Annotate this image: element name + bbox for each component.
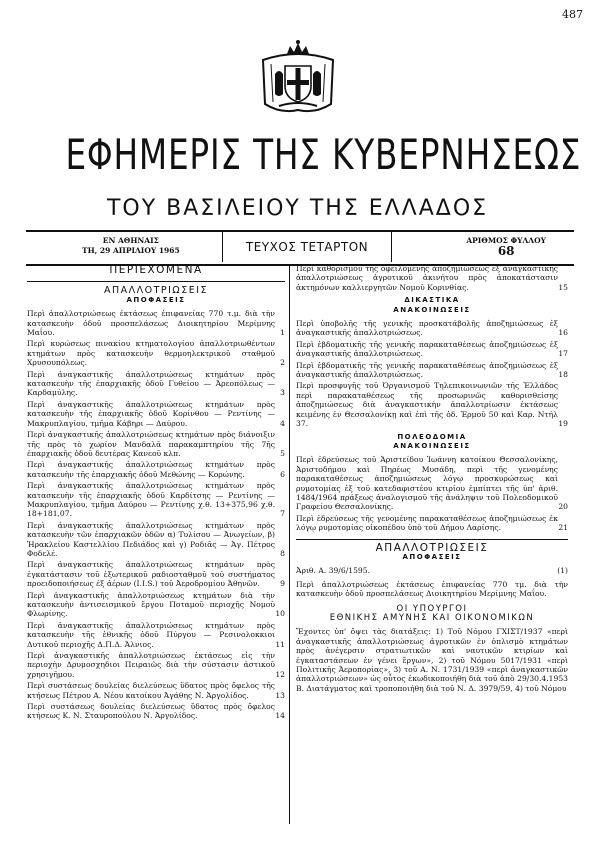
masthead-place: ΕΝ ΑΘΗΝΑΙΣ: [102, 236, 159, 245]
entry-text: Περὶ ἀναγκαστικῆς ἀπαλλοτριώσεως κτημάτων πρὸς κατασκευὴν τῆς ἐπαρχιακῆς ὁδοῦ Γυθείου — Ἀρεοπόλεως — Καρδαμύλης.: [27, 369, 275, 398]
list-item: [27, 430, 285, 458]
entry-page: 12: [275, 669, 285, 679]
entry-page: 16: [558, 328, 568, 338]
entry-page: 6: [280, 469, 285, 479]
list-item: [27, 400, 285, 428]
list-item: [27, 651, 285, 679]
list-item: [27, 339, 285, 367]
masthead-issue: ΤΕΥΧΟΣ ΤΕΤΑΡΤΟΝ: [222, 232, 392, 262]
subsection-heading: ΑΝΑΚΟΙΝΩΣΕΙΣ: [393, 305, 471, 314]
entry-text: Περὶ ἀναγκαστικῆς ἀπαλλοτριώσεως ἐκτάσεως εἰς τὴν περιοχὴν Δρυμοσχηδιοι Πειραιῶς διὰ τὴν σύστασιν ἀστικοῦ χρησιγῆμου.: [27, 651, 275, 679]
entry-page: 9: [280, 579, 285, 589]
contents-sections: [296, 296, 568, 532]
contents-heading: ΠΕΡΙΕΧΟΜΕΝΑ: [109, 264, 203, 276]
contents-list: [27, 309, 285, 721]
entry-page: 5: [280, 448, 285, 458]
entry-page: 15: [558, 282, 568, 292]
entry-text: Περὶ ἀναγκαστικῆς ἀπαλλοτριώσεως κτημάτων πρὸς διάνοιξιν τῆς πρὸς τὸ χωρίον Μανδαλᾶ παρακαμπτηρίου τῆς 7ῆς ἐπαρχιακῆς ὁδοῦ δευτέρας Κανεοῦ κλπ.: [27, 430, 275, 458]
list-item: [27, 309, 285, 337]
list-item: [27, 560, 285, 588]
ministry-line: ΕΘΝΙΚΗΣ ΑΜΥΝΗΣ ΚΑΙ ΟΙΚΟΝΟΜΙΚΩΝ: [329, 613, 535, 623]
contents-column: [27, 264, 285, 723]
section-heading: ΑΠΑΛΛΟΤΡΙΩΣΕΙΣ: [103, 285, 209, 297]
list-item: [296, 514, 568, 533]
entry-text: Περὶ ἀπαλλοτριώσεως ἐκτάσεως ἐπιφανείας 770 τ.μ. διὰ τὴν κατασκευὴν ὁδοῦ προσπελάσεως Διοικητηρίου Μερίμνης Μαΐου.: [27, 309, 275, 338]
list-item: [27, 681, 285, 700]
list-item: [27, 460, 285, 479]
entry-page: 3: [280, 388, 285, 398]
entry-page: 17: [558, 349, 568, 359]
entry-page: 4: [280, 418, 285, 428]
list-item: [27, 521, 285, 559]
entry-text: Περὶ ἑβδοματικῆς τῆς γενικῆς παρακαταθέσεως ἀποζημιώσεως ἐξ ἀναγκαστικῆς ἀπαλλοτριώσεως.: [296, 360, 558, 380]
section-heading: ΔΙΚΑΣΤΙΚΑ: [404, 296, 460, 305]
contents-column-right: [296, 264, 568, 696]
royal-coat-of-arms-emblem: [257, 40, 339, 116]
list-item: [296, 455, 568, 511]
entry-text: Περὶ συστάσεως δουλείας διελεύσεως ὕδατος πρὸς ὄφελος κτήσεως Κ. Ν. Σταυροπούλου Ν. Ἀργολίδος.: [27, 702, 275, 721]
entry-page: 14: [275, 711, 285, 721]
list-item: [296, 340, 568, 359]
list-item: [296, 361, 568, 380]
list-item: [296, 319, 568, 338]
entry-text: Περὶ ἀναγκαστικῆς ἀπαλλοτριώσεως κτημάτων πρὸς κατασκευὴν τῆς ἐπαρχιακῆς ὁδοῦ Καρδίτσης — Ρεντίνης — Μακρυπλαγίου, τμῆμα Δαύρου — Ρεντίνης χ.θ. 13+375,96 χ.θ. 18+181,07.: [27, 481, 275, 519]
entry-page: 11: [275, 639, 285, 649]
entry-text: Περὶ κυρώσεως πινακίου κτηματολογίου ἀπαλλοτριωθέντων κτημάτων πρὸς κατασκευὴν θερμοηλεκτρικοῦ σταθμοῦ Χρυσουπόλεως.: [27, 339, 275, 368]
entry-page: 18: [558, 370, 568, 380]
masthead-place-date: [82, 236, 180, 256]
entry-text: Περὶ ἐδρεύσεως τῆς γενομένης παρακαταθέσεως ἀποζημιώσεως ἐκ λόγῳ ρυμοτομίας οἰκοπέδου ὑπὸ τοῦ Δήμου Λαρίσης.: [296, 513, 558, 533]
masthead-bar: [26, 230, 574, 266]
decision-body: Ἔχοντες ὑπ' ὄψει τὰς διατάξεις: 1) Τοῦ Νόμου ΓΧΙΣΤ/1937 «περὶ ἀναγκαστικῆς ἀπαλλοτριώσεως ἀγροτικῶν ἐν ὁπλισμὸ κτημάτων πρὸς ἀνέγερσιν στρατιωτικῶν καὶ ναυτικῶν κτιρίων καὶ ἐγκαταστάσεων ἐν γένει ἔργων», 2) τοῦ Νόμου 5017/1931 «περὶ Πολιτικῆς Ἀεροπορίας», 3) τοῦ Α. Ν. 1731/1939 «περὶ ἀναγκαστικῶν ἀπαλλοτριώσεων» ὡς οὗτος ἐκωδικοποιήθη διὰ τοῦ ἀπὸ 29/30.4.1953 Β. Διατάγματος καὶ τροποποιήθη διὰ τοῦ Ν. Δ. 3979/59, 4) τοῦ Νόμου: [296, 627, 568, 693]
entry-page: 13: [275, 690, 285, 700]
subsection-heading: ΑΠΟΦΑΣΕΙΣ: [402, 552, 462, 561]
entry-text: Περὶ προσφυγῆς τοῦ Ὀργανισμοῦ Τηλεπικοινωνιῶν τῆς Ἑλλάδος περὶ παρακαταθέσεως τῆς προσωρινῶς καθορισθείσης ἀποζημιώσεως διὰ ἀναγκαστικὴν ἀπαλλοτρίωσιν ἐκτάσεως κειμένης ἐν Θεσσαλονίκῃ καὶ ἐπὶ τῆς ὁδ. Ἐρμοῦ 50 καὶ Καρ. Ντήλ 37.: [296, 381, 558, 429]
entry-text: Περὶ καθορισμοῦ τῆς ὀφειλομένης ἀποζημιώσεως ἐξ ἀναγκαστικῆς ἀπαλλοτριώσεως ἀγροτικοῦ ἀκινήτου πρὸς ἀποκατάστασιν ἀκτημόνων καλλιεργητῶν Νομοῦ Κορινθίας.: [296, 264, 558, 292]
masthead-sheet-label: ΑΡΙΘΜΟΣ ΦΥΛΛΟΥ: [466, 236, 546, 245]
gazette-title: ΕΦΗΜΕΡΙΣ ΤΗΣ ΚΥΒΕΡΝΗΣΕΩΣ: [65, 130, 582, 179]
subsection-heading: ΑΠΟΦΑΣΕΙΣ: [126, 295, 186, 304]
list-item: [296, 264, 568, 292]
entry-text: Περὶ ἀναγκαστικῆς ἀπαλλοτριώσεως κτημάτων πρὸς κατασκευὴν τῆς ἐθνικῆς ὁδοῦ Πύργου — Ρεσινολοκκιοι Δυτικοῦ περιοχῆς Δ.Π.Δ. Ἀλνιος.: [27, 620, 275, 649]
minister-line: ΟΙ ΥΠΟΥΡΓΟΙ: [396, 603, 468, 614]
list-item: [27, 370, 285, 398]
column-divider: [289, 264, 290, 824]
masthead-date: ΤΗ, 29 ΑΠΡΙΛΙΟΥ 1965: [82, 246, 180, 255]
masthead-sheet: [466, 236, 546, 256]
entry-text: Περὶ ἀναγκαστικῆς ἀπαλλοτριώσεως κτημάτων πρὸς κατασκευὴν τῆς ἐπαρχιακῆς ὁδοῦ Μεθώνης — Κορώνης.: [27, 460, 275, 479]
list-item: [27, 591, 285, 619]
list-item: [27, 621, 285, 649]
gazette-subtitle: ΤΟΥ ΒΑΣΙΛΕΙΟΥ ΤΗΣ ΕΛΛΑΔΟΣ: [106, 196, 489, 221]
entry-page: 8: [280, 548, 285, 558]
decision-reference: [296, 566, 568, 575]
section-heading: ΠΟΛΕΟΔΟΜΙΑ: [397, 432, 467, 441]
entry-text: Περὶ ἀναγκαστικῆς ἀπαλλοτριώσεως κτημάτων διὰ τὴν κατασκευὴν ἀντισεισμικοῦ ἔργου Ποταμοῦ περιοχῆς Νομοῦ Φλωρίνης.: [27, 590, 275, 619]
entry-page: 19: [558, 419, 568, 429]
list-item: [27, 481, 285, 519]
divider: [296, 539, 568, 540]
entry-page: 1: [280, 328, 285, 338]
entry-page: 21: [558, 523, 568, 533]
entry-text: Περὶ ἐδρεύσεως τοῦ Ἀριστείδου Ἰωάννη κατοίκου Θεσσαλονίκης, Ἀριστοδήμου καὶ Πηρέως Μυσάδη, περὶ τῆς γενομένης παρακαταθέσεως ἀποζημιώσεως λόγῳ προσκυρώσεως καὶ ρυμοτομίας ἐξ τοῦ κατεδαφιστέου κτιρίου ἐμπίπτει τῆς ὑπ' ἀριθ. 1484/1964 πράξεως ἀναλογισμοῦ τῆς ἀνάληψιν τοῦ Πολεοδομικοῦ Γραφείου Θεσσαλονίκης.: [296, 455, 558, 512]
entry-text: Περὶ ὑποβολῆς τῆς γενικῆς προσκατάβολῆς ἀποζημιώσεως ἐξ ἀναγκαστικῆς ἀπαλλοτριώσεως.: [296, 319, 558, 338]
entry-page: 10: [275, 609, 285, 619]
entry-text: Περὶ ἀναγκαστικῆς ἀπαλλοτριώσεως κτημάτων πρὸς κατασκευὴν τῶν ἐπαρχιακῶν ὁδῶν α) Τυλίσου — Ἀνωγείων, β) Ἡρακλείου Καστελλίου Πεδιάδος καὶ γ) Ροδιᾶς — Ἁγ. Πέτρος Φοδελέ.: [27, 520, 275, 558]
divider: [27, 281, 285, 282]
subsection-heading: ΑΝΑΚΟΙΝΩΣΕΙΣ: [393, 441, 471, 450]
masthead-sheet-number: 68: [497, 244, 515, 258]
section-heading: ΑΠΑΛΛΟΤΡΙΩΣΕΙΣ: [375, 541, 489, 554]
entry-text: Περὶ ἀναγκαστικῆς ἀπαλλοτριώσεως κτημάτων πρὸς ἐγκατάστασιν τοῦ ἐξωτερικοῦ ραδιοσταθμοῦ τοῦ συστήματος προειδοποιήσεως ἐξ ἀέρων (I.I.S.) τοῦ Ἀεροδρομίου Ἀθηνῶν.: [27, 560, 275, 589]
page-number: 487: [562, 8, 583, 21]
decision-number: Ἀριθ. Α. 39/6/1595.: [296, 566, 370, 576]
entry-text: Περὶ ἀναγκαστικῆς ἀπαλλοτριώσεως κτημάτων πρὸς κατασκευὴν τῆς ἐπαρχιακῆς ὁδοῦ Κορίνθου — Ρεντίνης — Μακρυπλαγίου, τμῆμα Κάβηρι — Δαύρου.: [27, 399, 275, 428]
entry-text: Περὶ συστάσεως δουλείας διελεύσεως ὕδατος πρὸς ὄφελος τῆς κτήσεως Πέτρου Α. Νέου κατοίκου Ἀγάθης Ν. Ἀργολίδος.: [27, 681, 275, 700]
decision-subject: Περὶ ἀπαλλοτριώσεως ἐκτάσεως ἐπιφανείας 770 τμ. διὰ τὴν κατασκευὴν ὁδοῦ προσπελάσεως Διοικητηρίου Μερίμνης Μαΐου.: [296, 579, 568, 599]
entry-page: 20: [558, 502, 568, 512]
decision-index: (1): [557, 566, 568, 576]
entry-page: 7: [280, 509, 285, 519]
entry-page: 2: [280, 358, 285, 368]
list-item: [296, 381, 568, 428]
entry-text: Περὶ ἑβδοματικῆς τῆς γενικῆς παρακαταθέσεως ἀποζημιώσεως ἐξ ἀναγκαστικῆς ἀπαλλοτριώσεως.: [296, 339, 558, 359]
list-item: [27, 702, 285, 721]
